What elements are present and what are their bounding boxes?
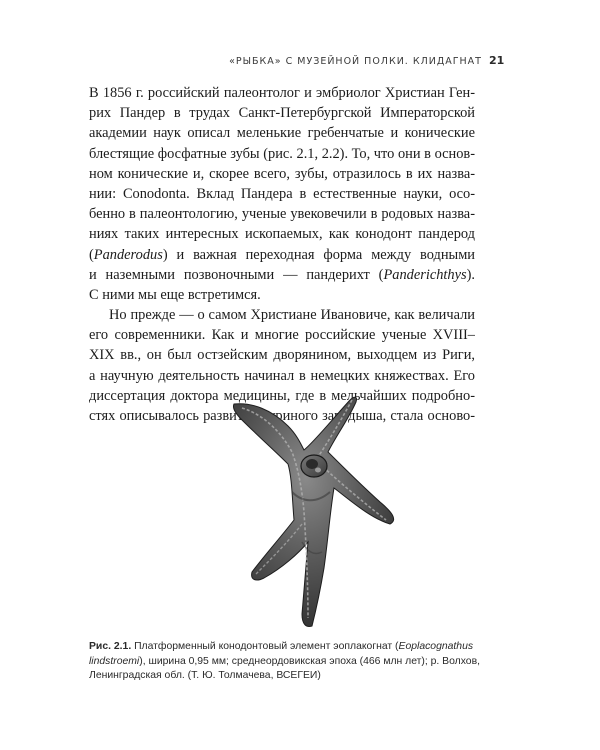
conodont-element-image — [232, 392, 402, 628]
page-number: 21 — [489, 54, 505, 67]
text-line: бенно в палеонтологию, ученые увековечили в родовых назва- — [89, 206, 475, 223]
text-line: нии: Conodonta. Вклад Пандера в естественные науки, осо- — [89, 185, 475, 202]
text-line: Но прежде — о самом Христиане Ивановиче, как величали — [109, 307, 475, 324]
caption-label: Рис. 2.1. — [89, 641, 132, 652]
text-line: стях описывалось развитие куриного зародыша, стала осново- — [89, 408, 475, 425]
genus-name: Panderodus — [93, 246, 163, 263]
conodont-body — [233, 397, 393, 626]
caption-text: Ленинградская обл. (Т. Ю. Толмачева, ВСЕГЕИ) — [89, 670, 321, 681]
text-line: а научную деятельность начинал в немецких княжествах. Его — [89, 367, 475, 384]
text-line: С ними мы еще встретимся. — [89, 286, 261, 303]
running-head: «РЫБКА» С МУЗЕЙНОЙ ПОЛКИ. КЛИДАГНАТ — [229, 56, 482, 67]
text-fragment: ). — [466, 266, 475, 283]
text-line: академии наук описал меленькие гребенчатые и конические — [89, 125, 475, 142]
body-text — [89, 83, 475, 426]
text-fragment: и наземными позвоночными — пандерихт ( — [89, 266, 384, 283]
caption-text: ), ширина 0,95 мм; среднеордовикская эпоха (466 млн лет); р. Волхов, — [139, 655, 480, 667]
text-fragment: ( — [89, 246, 94, 263]
text-line: ном конические и, скорее всего, зубы, отразилось в их назва- — [89, 165, 475, 182]
text-fragment: ) и важная переходная форма между водными — [162, 246, 475, 263]
caption-text: Платформенный конодонтовый элемент эоплакогнат ( — [131, 641, 399, 652]
text-line: XIX вв., он был остзейским дворянином, выходцем из Риги, — [89, 347, 475, 364]
text-line — [89, 245, 475, 265]
text-line: его современники. Как и многие российские ученые XVIII– — [89, 327, 475, 344]
text-line: диссертация доктора медицины, где в мельчайших подробно- — [89, 387, 475, 404]
text-line: рих Пандер в трудах Санкт-Петербургской Императорской — [89, 105, 475, 122]
text-line: ниях таких интересных ископаемых, как конодонт пандерод — [89, 226, 475, 243]
genus-name: Panderichthys — [383, 266, 467, 283]
caption-species: lindstroemi — [89, 655, 140, 667]
text-line: блестящие фосфатные зубы (рис. 2.1, 2.2). То, что они в основ- — [89, 145, 475, 162]
conodont-figure — [232, 392, 402, 628]
text-line — [89, 265, 475, 285]
caption-genus: Eoplacognathus — [398, 641, 474, 652]
figure-caption — [89, 640, 481, 684]
text-line: В 1856 г. российский палеонтолог и эмбриолог Христиан Ген- — [89, 85, 475, 101]
